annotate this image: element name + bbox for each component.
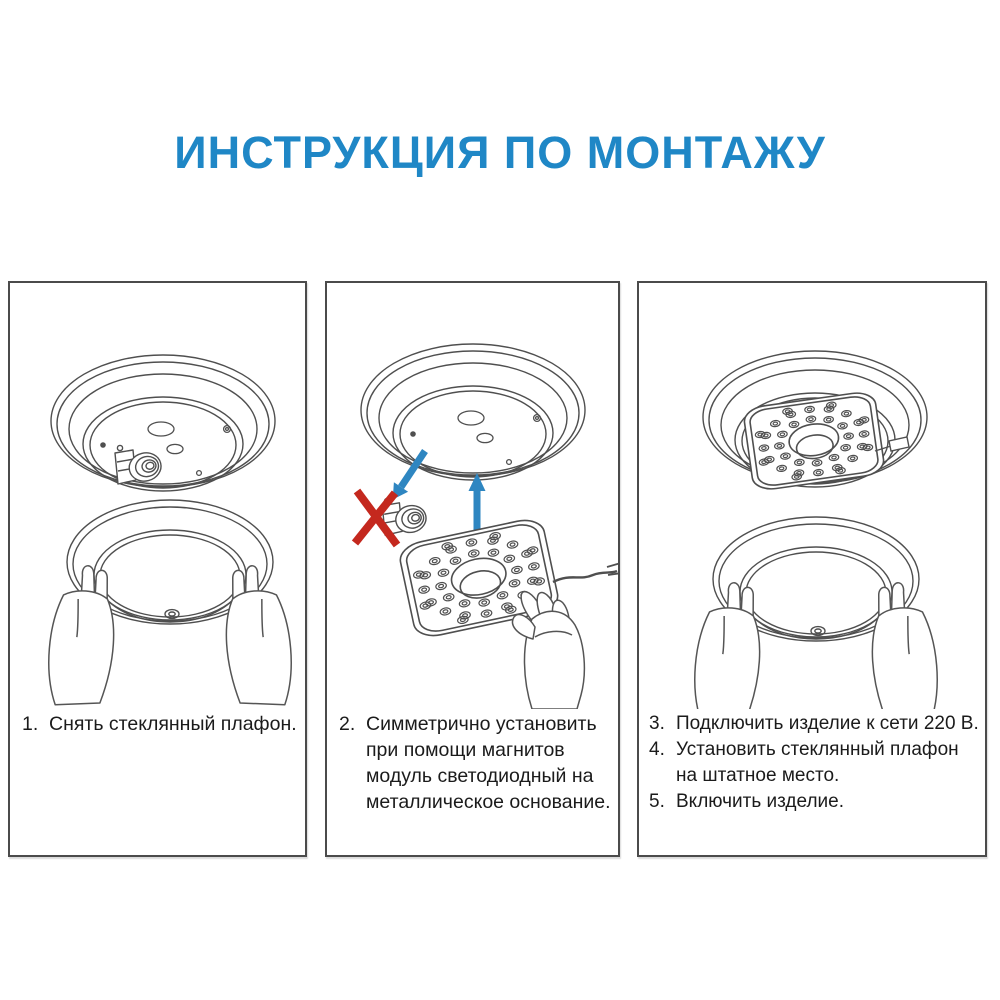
panel-steps-3-4-5 — [637, 281, 987, 857]
glass-diffuser-with-hands-drawing — [41, 500, 298, 709]
step-number: 1. — [22, 713, 39, 735]
illustration-remove-diffuser — [10, 283, 305, 709]
step-text: Установить стеклянный плафон на штатное место. — [676, 739, 959, 786]
instruction-step — [339, 711, 612, 815]
step-text: Симметрично установить при помощи магнитов модуль светодиодный на металлическое основание. — [366, 713, 611, 813]
instruction-step — [649, 789, 979, 815]
illustration-install-module — [327, 283, 618, 709]
arrow-up-icon — [469, 473, 486, 533]
panel-step-1 — [8, 281, 307, 857]
instruction-step — [649, 711, 979, 737]
step-text: Снять стеклянный плафон. — [49, 713, 297, 735]
ceiling-base-drawing — [51, 355, 275, 491]
instruction-step — [22, 711, 299, 737]
step-number: 2. — [339, 713, 356, 735]
panel-caption — [22, 711, 299, 737]
panel-step-2 — [325, 281, 620, 857]
glass-diffuser-with-hands-drawing — [687, 517, 944, 709]
mounted-led-module-drawing — [743, 390, 886, 491]
page-title: ИНСТРУКЦИЯ ПО МОНТАЖУ — [174, 127, 826, 178]
step-number: 5. — [649, 791, 665, 812]
ceiling-base-drawing — [361, 344, 585, 480]
step-number: 4. — [649, 739, 665, 760]
illustration-module-mounted — [639, 283, 985, 709]
step-text: Включить изделие. — [676, 791, 844, 812]
step-number: 3. — [649, 713, 665, 734]
panel-caption — [649, 711, 979, 815]
instruction-step — [649, 737, 979, 789]
panel-caption — [339, 711, 612, 815]
power-wire-drawing — [553, 563, 618, 582]
step-text: Подключить изделие к сети 220 В. — [676, 713, 979, 734]
